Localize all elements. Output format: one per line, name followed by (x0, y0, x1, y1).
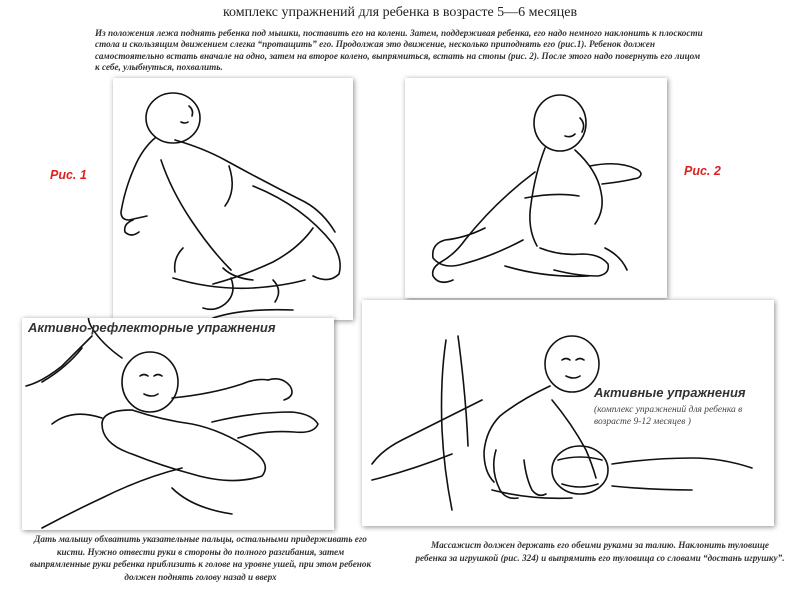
reflex-caption: Дать малышу обхватить указательные пальцы, остальными придерживать его кисти. Нужно отвести руки в стороны до полного разгибания, затем выпрямленные руки ребенка приблизить к голове на уровне ушей, при этом ребенок должен поднять голову назад и вверх (29, 534, 372, 582)
figure-1-label: Рис. 1 (50, 168, 87, 182)
active-caption: Массажист должен держать его обеими руками за талию. Наклонить туловище ребенка за игрушкой (рис. 324) и выпрямить его туловища со словами “достань игрушку”. (415, 540, 785, 563)
active-section-heading: Активные упражнения (594, 385, 746, 400)
intro-paragraph: Из положения лежа поднять ребенка под мышки, поставить его на колени. Затем, поддерживая ребенка, его надо немного наклонить к плоскости стола и скользящим движением слегка “протащить” его. Продолжая это движение, несколько приподнять его (рис.1). Ребенок должен самостоятельно встать вначале на одно, затем на второе колено, выпрямиться, встать на стопы (рис. 2). После этого надо повернуть его лицом к себе, улыбнуться, похвалить. (95, 28, 703, 72)
figure-2-label: Рис. 2 (684, 164, 721, 178)
reflex-exercise-illustration (22, 318, 334, 530)
page-title: комплекс упражнений для ребенка в возрасте 5—6 месяцев (222, 5, 578, 20)
figure-2-illustration (405, 78, 667, 298)
reflex-section-heading: Активно-рефлекторные упражнения (28, 320, 276, 335)
figure-1-illustration (113, 78, 353, 320)
active-section-subheading: (комплекс упражнений для ребенка в возрасте 9-12 месяцев ) (594, 405, 743, 427)
